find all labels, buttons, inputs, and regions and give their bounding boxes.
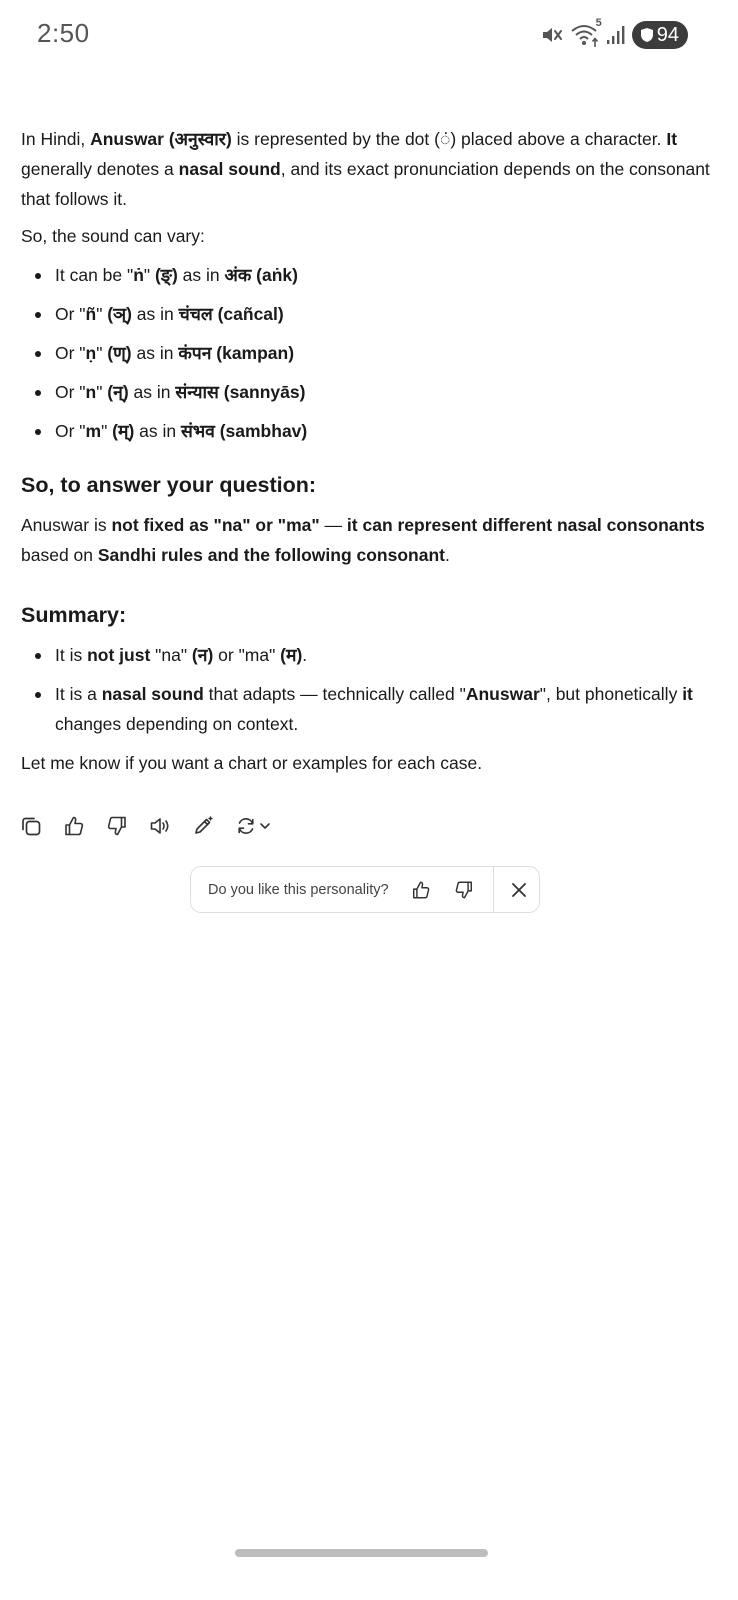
copy-icon [20,815,42,837]
feedback-question: Do you like this personality? [208,881,389,898]
thumbs-up-icon [63,815,85,837]
intro-paragraph: In Hindi, Anuswar (अनुस्वार) is represented by the dot (ं) placed above a character. It generally denotes a nasal sound, and its exact pronunciation depends on the consonant that follows it. [21,129,710,209]
status-time: 2:50 [37,18,90,48]
answer-heading: So, to answer your question: [21,473,317,497]
list-item: Or "ṇ" (ण्) as in कंपन (kampan) [21,338,721,368]
message-actions [19,812,291,840]
status-bar [0,0,738,70]
regenerate-button[interactable] [234,814,272,838]
edit-button[interactable] [191,814,215,838]
close-icon [511,882,527,898]
read-aloud-button[interactable] [148,814,172,838]
battery-level: 94 [656,23,679,46]
home-indicator[interactable] [235,1549,488,1557]
vary-intro-text: So, the sound can vary: [21,226,205,246]
mute-icon [540,23,564,47]
thumbs-up-icon [411,880,431,900]
feedback-thumbs-down-button[interactable] [453,879,475,901]
list-item: Or "m" (म्) as in संभव (sambhav) [21,416,721,446]
shield-icon [640,27,654,43]
chevron-down-icon [259,820,271,832]
read-aloud-icon [149,815,171,837]
battery-indicator [632,21,688,49]
divider [493,867,494,912]
list-item: Or "ñ" (ञ्) as in चंचल (cañcal) [21,299,721,329]
answer-paragraph: Anuswar is not fixed as "na" or "ma" — it can represent different nasal consonants based on Sandhi rules and the following consonant. [21,515,705,565]
list-item: It can be "ṅ" (ङ्) as in अंक (aṅk) [21,260,721,290]
thumbs-down-button[interactable] [105,814,129,838]
wifi-icon [570,17,602,48]
thumbs-down-icon [106,815,128,837]
status-icons [540,17,688,50]
close-feedback-button[interactable] [508,879,530,901]
summary-list [21,640,721,739]
closing-paragraph: Let me know if you want a chart or examples for each case. [21,753,483,773]
signal-icon [606,24,626,46]
network-label: 5 [595,17,602,29]
edit-icon [192,815,214,837]
list-item: It is not just "na" (न) or "ma" (म). [21,640,721,670]
summary-heading: Summary: [21,603,127,627]
personality-feedback-card [190,866,540,913]
list-item: Or "n" (न्) as in संन्यास (sannyās) [21,377,721,407]
assistant-message [21,124,721,778]
regenerate-icon [235,815,257,837]
list-item: It is a nasal sound that adapts — technically called "Anuswar", but phonetically it changes depending on context. [21,679,721,739]
feedback-thumbs-up-button[interactable] [410,879,432,901]
copy-button[interactable] [19,814,43,838]
thumbs-down-icon [454,880,474,900]
thumbs-up-button[interactable] [62,814,86,838]
sound-variation-list [21,260,721,446]
